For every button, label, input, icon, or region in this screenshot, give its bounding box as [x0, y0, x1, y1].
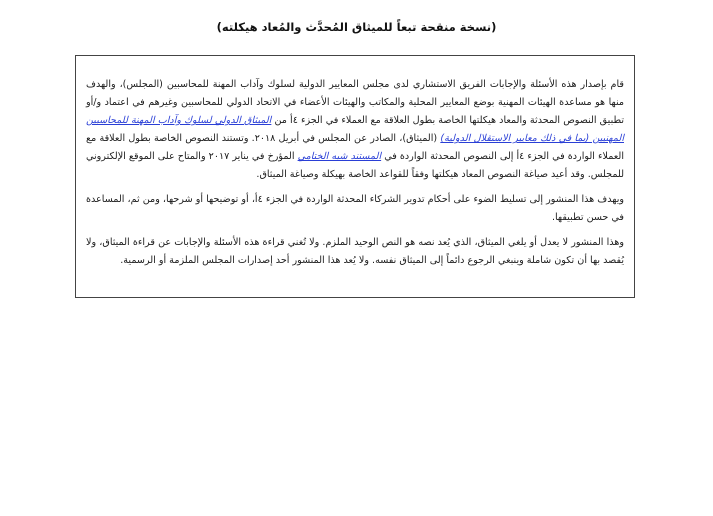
paragraph-1-text-c: المؤرخ في يناير ٢٠١٧ والمتاح على الموقع الإلكتروني للمجلس. وقد أعيد صياغة النصوص المعاد هيكلتها وفقاً للقواعد الخاصة بهيكلة وصياغة الميثاق. — [86, 151, 624, 180]
intro-paragraph-1 — [86, 76, 624, 184]
close-off-document-link[interactable]: المستند شبه الختامي — [297, 151, 382, 162]
code-of-ethics-link[interactable]: الميثاق الدولي لسلوك وآداب المهنة للمحاسبين المهنيين (بما في ذلك معايير الاستقلال الدولية) — [86, 115, 624, 144]
intro-paragraph-3: وهذا المنشور لا يعدل أو يلغي الميثاق، الذي يُعد نصه هو النص الوحيد الملزم. ولا تُغني قراءة هذه الأسئلة والإجابات عن قراءة الميثاق، ولا يُقصد بها أن تكون شاملة وينبغي الرجوع دائماً إلى الميثاق نفسه. ولا يُعد هذا المنشور أحد إصدارات المجلس الملزمة أو الرسمية. — [86, 237, 624, 266]
paragraph-1-text-a: قام بإصدار هذه الأسئلة والإجابات الفريق الاستشاري لدى مجلس المعايير الدولية لسلوك وآداب المهنة للمحاسبين (المجلس)، والهدف منها هو مساعدة الهيئات المهنية بوضع المعايير المحلية والمكاتب والهيئات الأعضاء في الاتحاد الدولي للمحاسبين وغيرهم في اعتماد و/أو تطبيق النصوص المحدثة والمعاد هيكلتها الخاصة بطول العلاقة مع العملاء في الجزء ٤أ من — [86, 79, 624, 126]
document-subtitle: (نسخة منقحة تبعاً للميثاق المُحدَّث والمُعاد هيكلته) — [216, 20, 497, 34]
paragraph-1-text-b: (الميثاق)، الصادر عن المجلس في أبريل ٢٠١٨. وتستند النصوص الخاصة بطول العلاقة مع العملاء الواردة في الجزء ٤أ إلى النصوص المحدثة الواردة في — [86, 133, 624, 162]
intro-box — [75, 55, 635, 298]
intro-paragraph-2: ويهدف هذا المنشور إلى تسليط الضوء على أحكام تدوير الشركاء المحدثة الواردة في الجزء ٤أ، أو توضيحها أو شرحها، ومن ثم، المساعدة في حسن تطبيقها. — [86, 194, 625, 223]
